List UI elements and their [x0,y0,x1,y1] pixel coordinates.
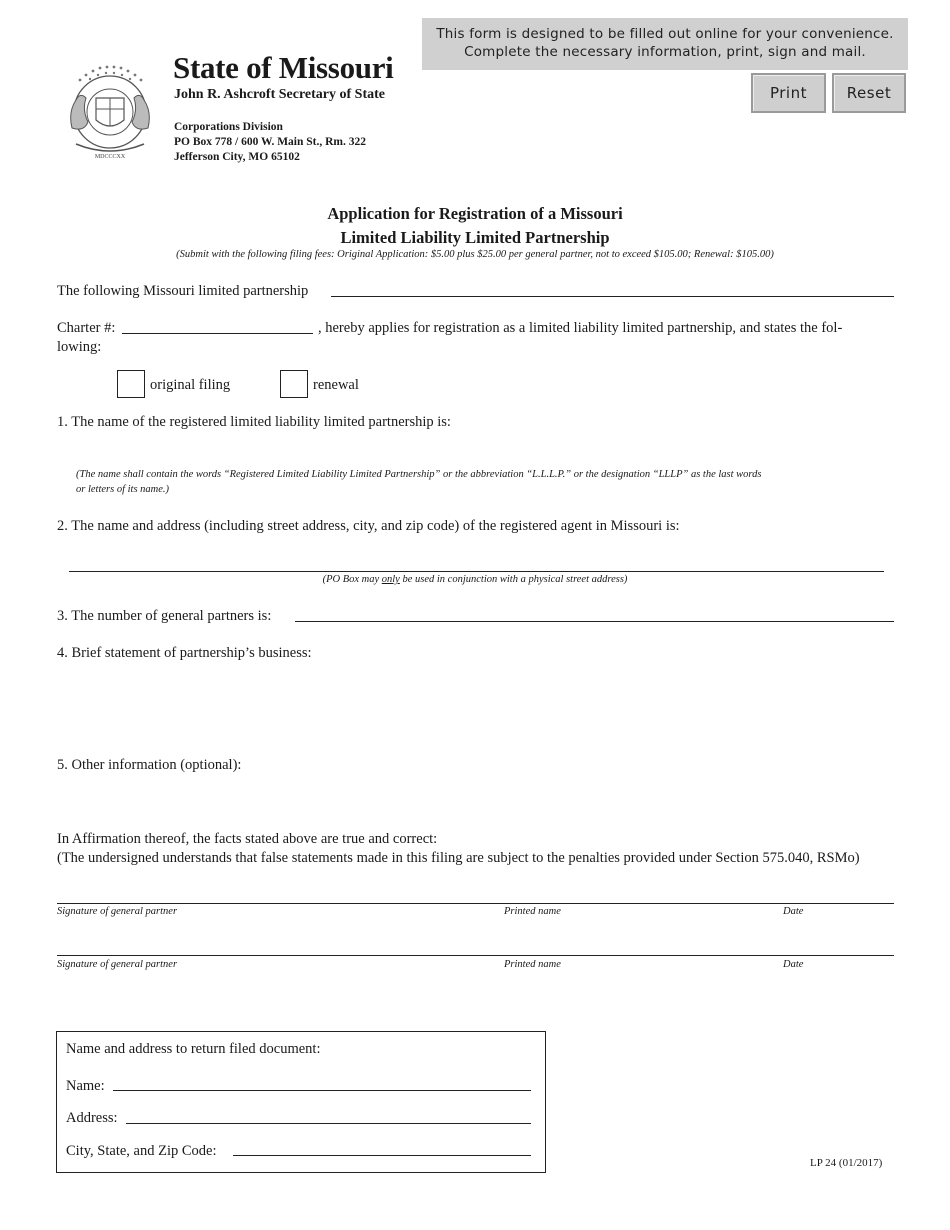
return-box-title: Name and address to return filed document: [66,1041,321,1057]
form-title-line-1: Application for Registration of a Missouri [327,204,623,223]
item-5-label: 5. Other information (optional): [57,757,242,773]
signature-line-1[interactable] [57,903,894,904]
return-address-field[interactable] [126,1123,531,1124]
signature-label-2: Signature of general partner [57,959,178,970]
partnership-name-field[interactable] [331,296,894,297]
renewal-checkbox[interactable] [280,370,308,398]
renewal-label: renewal [313,377,359,393]
state-title: State of Missouri [173,50,394,85]
registered-agent-field[interactable] [69,571,884,572]
item-4-label: 4. Brief statement of partnership’s business: [57,645,312,661]
form-id: LP 24 (01/2017) [810,1157,883,1169]
charter-number-field[interactable] [122,333,313,334]
division-address-line-2: Jefferson City, MO 65102 [174,151,300,163]
charter-label: Charter #: [57,320,116,336]
charter-statement: , hereby applies for registration as a limited liability limited partnership, and states the fol- [318,320,843,336]
printed-name-label-2: Printed name [504,959,561,970]
partnership-label: The following Missouri limited partnership [57,283,309,299]
original-filing-label: original filing [150,377,231,393]
date-label-2: Date [783,959,804,970]
form-title-line-2: Limited Liability Limited Partnership [340,228,610,247]
item-1-note-line-2: or letters of its name.) [76,484,170,495]
general-partners-count-field[interactable] [295,621,894,622]
item-1-label: 1. The name of the registered limited liability limited partnership is: [57,414,451,430]
notice-line-1: This form is designed to be filled out online for your convenience. [436,26,894,42]
return-name-field[interactable] [113,1090,531,1091]
item-3-label: 3. The number of general partners is: [57,608,272,624]
return-city-label: City, State, and Zip Code: [66,1143,217,1159]
affirmation-statement: In Affirmation thereof, the facts stated above are true and correct: [57,831,438,847]
item-1-name-field[interactable] [57,432,894,464]
filing-fees-note: (Submit with the following filing fees: Original Application: $5.00 plus $25.00 per general partner, not to exceed $105.00; Renewal: $105.00) [176,249,774,260]
printed-name-label-1: Printed name [504,906,561,917]
return-city-state-zip-field[interactable] [233,1155,531,1156]
affirmation-penalty-note: (The undersigned understands that false statements made in this filing are subject to the penalties provided under Section 575.040, RSMo) [57,850,860,866]
original-filing-checkbox[interactable] [117,370,145,398]
date-label-1: Date [783,906,804,917]
item-1-note-line-1: (The name shall contain the words “Registered Limited Liability Limited Partnership” or the abbreviation “L.L.L.P.” or the designation “LLLP” as the last words [76,469,762,480]
notice-line-2: Complete the necessary information, print, sign and mail. [464,44,866,60]
signature-line-2[interactable] [57,955,894,956]
charter-statement-cont: lowing: [57,339,102,355]
reset-button[interactable]: Reset [832,73,906,113]
division-name: Corporations Division [174,121,283,133]
print-button[interactable]: Print [751,73,826,113]
missouri-state-seal [58,62,162,162]
return-name-label: Name: [66,1078,105,1094]
item-2-note: (PO Box may only be used in conjunction with a physical street address) [322,574,628,585]
item-2-label: 2. The name and address (including street address, city, and zip code) of the registered agent in Missouri is: [57,518,680,534]
division-address-line-1: PO Box 778 / 600 W. Main St., Rm. 322 [174,136,367,148]
return-address-label: Address: [66,1110,118,1126]
svg-text:MDCCCXX: MDCCCXX [94,154,126,160]
signature-label-1: Signature of general partner [57,906,178,917]
secretary-of-state: John R. Ashcroft Secretary of State [174,87,386,102]
other-information-field[interactable] [57,780,894,826]
online-form-notice [422,18,908,70]
return-address-box [56,1031,546,1173]
business-statement-field[interactable] [57,668,894,746]
